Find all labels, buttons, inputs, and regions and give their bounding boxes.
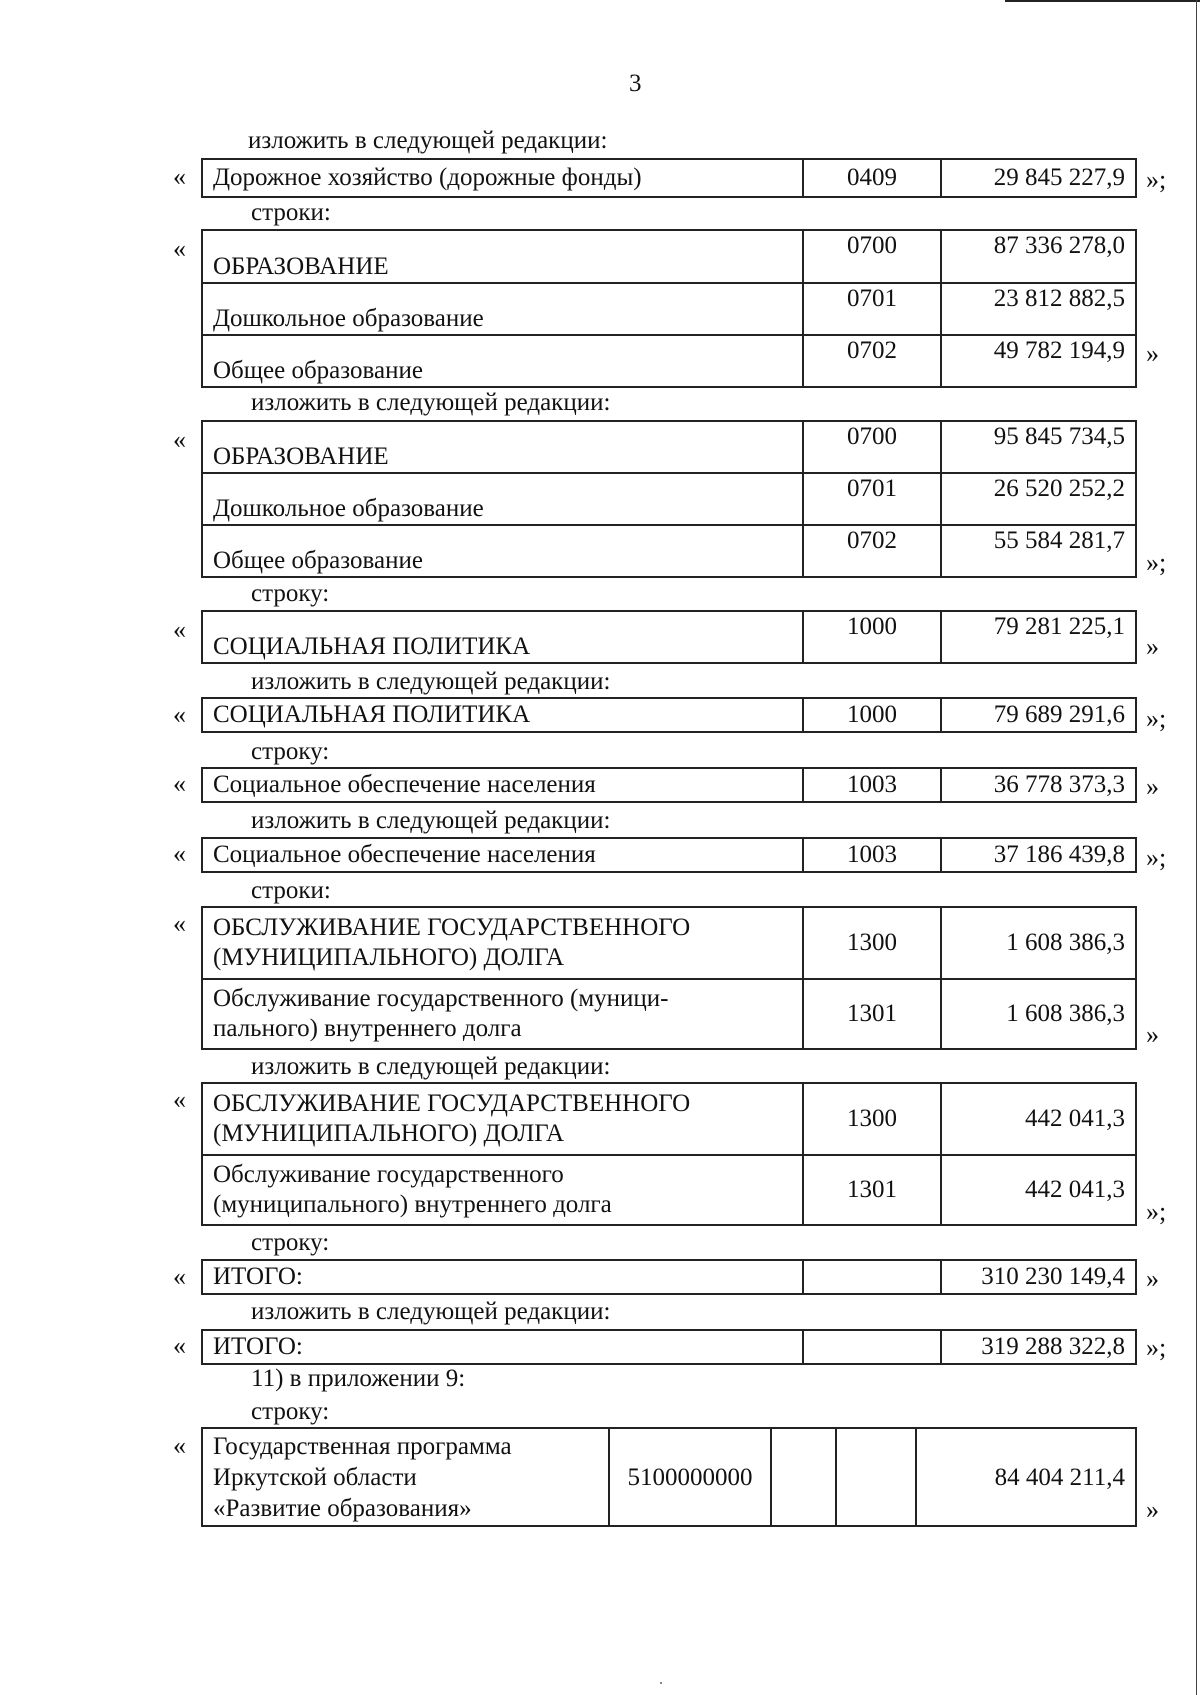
program-name-line: «Развитие образования» <box>213 1494 472 1522</box>
row-name: СОЦИАЛЬНАЯ ПОЛИТИКА <box>202 698 803 732</box>
open-quote: « <box>173 769 186 798</box>
row-name: Общее образование <box>202 525 803 577</box>
appendix-caption: строку: <box>251 1398 330 1425</box>
row-sum: 36 778 373,3 <box>941 768 1136 802</box>
row-name-line: (МУНИЦИПАЛЬНОГО) ДОЛГА <box>213 944 565 971</box>
open-quote: « <box>173 234 186 263</box>
close-quote: »; <box>1146 704 1167 733</box>
open-quote: « <box>173 909 186 938</box>
row-sum: 1 608 386,3 <box>941 979 1136 1049</box>
row-code: 0701 <box>803 473 941 525</box>
row-name: Социальное обеспечение населения <box>202 838 803 872</box>
close-quote: » <box>1146 632 1159 661</box>
program-sum: 84 404 211,4 <box>916 1428 1136 1526</box>
section-caption: строки: <box>251 877 331 904</box>
row-name: Дошкольное образование <box>202 473 803 525</box>
appendix-item: 11) в приложении 9: <box>251 1365 466 1392</box>
table-row <box>202 473 1136 525</box>
row-sum: 1 608 386,3 <box>941 907 1136 979</box>
row-sum: 442 041,3 <box>941 1155 1136 1225</box>
row-name <box>202 907 803 979</box>
open-quote: « <box>173 1085 186 1114</box>
row-name: Дорожное хозяйство (дорожные фонды) <box>202 159 803 197</box>
row-code: 0702 <box>803 335 941 387</box>
scan-speck <box>660 1682 662 1684</box>
table-row <box>202 230 1136 283</box>
amendment-table <box>201 697 1137 733</box>
open-quote: « <box>173 1262 186 1291</box>
table-row <box>202 838 1136 872</box>
row-name: Социальное обеспечение населения <box>202 768 803 802</box>
row-sum: 49 782 194,9 <box>941 335 1136 387</box>
row-name <box>202 979 803 1049</box>
close-quote: »; <box>1146 548 1167 577</box>
row-name: Дошкольное образование <box>202 283 803 335</box>
row-code: 0700 <box>803 421 941 473</box>
table-row <box>202 159 1136 197</box>
amendment-table <box>201 1082 1137 1226</box>
row-sum: 95 845 734,5 <box>941 421 1136 473</box>
row-code: 1003 <box>803 838 941 872</box>
row-name-line: ОБСЛУЖИВАНИЕ ГОСУДАРСТВЕННОГО <box>213 914 691 941</box>
section-caption: изложить в следующей редакции: <box>251 389 611 416</box>
section-caption: изложить в следующей редакции: <box>248 127 608 154</box>
row-name <box>202 1083 803 1155</box>
row-code <box>803 1260 941 1294</box>
amendment-table <box>201 229 1137 388</box>
program-code: 5100000000 <box>609 1428 771 1526</box>
table-row <box>202 421 1136 473</box>
close-quote: »; <box>1146 1333 1167 1362</box>
program-name-line: Иркутской области <box>213 1463 417 1491</box>
row-code: 0702 <box>803 525 941 577</box>
section-caption: изложить в следующей редакции: <box>251 1298 611 1325</box>
table-row <box>202 1428 1136 1526</box>
total-table <box>201 1259 1137 1295</box>
appendix-table <box>201 1427 1137 1527</box>
row-name: СОЦИАЛЬНАЯ ПОЛИТИКА <box>202 611 803 663</box>
section-caption: строку: <box>251 1229 330 1256</box>
row-code: 1003 <box>803 768 941 802</box>
row-code <box>803 1330 941 1364</box>
close-quote: » <box>1146 1495 1159 1524</box>
row-code: 1300 <box>803 1083 941 1155</box>
close-quote: »; <box>1146 165 1167 194</box>
row-sum: 79 281 225,1 <box>941 611 1136 663</box>
section-caption: изложить в следующей редакции: <box>251 807 611 834</box>
close-quote: » <box>1146 772 1159 801</box>
program-name-line: Государственная программа <box>213 1432 512 1460</box>
table-row <box>202 907 1136 979</box>
table-row <box>202 1260 1136 1294</box>
close-quote: » <box>1146 1020 1159 1049</box>
total-table <box>201 1329 1137 1365</box>
table-row <box>202 1330 1136 1364</box>
open-quote: « <box>173 700 186 729</box>
section-caption: строку: <box>251 580 330 607</box>
row-code: 1301 <box>803 979 941 1049</box>
row-name: Общее образование <box>202 335 803 387</box>
table-row <box>202 335 1136 387</box>
row-name: ИТОГО: <box>202 1330 803 1364</box>
row-name-line: Обслуживание государственного <box>213 1161 564 1188</box>
row-name: ОБРАЗОВАНИЕ <box>202 421 803 473</box>
row-code: 0409 <box>803 159 941 197</box>
top-rule <box>1005 0 1200 2</box>
row-name-line: Обслуживание государственного (муници- <box>213 985 669 1012</box>
open-quote: « <box>173 839 186 868</box>
row-sum: 26 520 252,2 <box>941 473 1136 525</box>
amendment-table <box>201 158 1137 198</box>
table-row <box>202 525 1136 577</box>
amendment-table <box>201 420 1137 578</box>
row-sum: 79 689 291,6 <box>941 698 1136 732</box>
row-sum: 37 186 439,8 <box>941 838 1136 872</box>
open-quote: « <box>173 615 186 644</box>
row-name: ИТОГО: <box>202 1260 803 1294</box>
row-sum: 442 041,3 <box>941 1083 1136 1155</box>
row-code: 0700 <box>803 230 941 283</box>
section-caption: изложить в следующей редакции: <box>251 668 611 695</box>
row-name-line: ОБСЛУЖИВАНИЕ ГОСУДАРСТВЕННОГО <box>213 1090 691 1117</box>
table-row <box>202 698 1136 732</box>
row-sum: 87 336 278,0 <box>941 230 1136 283</box>
open-quote: « <box>173 162 186 191</box>
table-row <box>202 611 1136 663</box>
close-quote: » <box>1146 339 1159 368</box>
empty-cell <box>771 1428 836 1526</box>
row-name-line: (муниципального) внутреннего долга <box>213 1191 612 1218</box>
amendment-table <box>201 837 1137 873</box>
program-name <box>202 1428 609 1526</box>
table-row <box>202 283 1136 335</box>
page-edge-line <box>1196 0 1197 1695</box>
row-code: 0701 <box>803 283 941 335</box>
row-code: 1301 <box>803 1155 941 1225</box>
table-row <box>202 979 1136 1049</box>
table-row <box>202 1083 1136 1155</box>
page-number: 3 <box>629 70 642 97</box>
open-quote: « <box>173 425 186 454</box>
section-caption: строки: <box>251 199 331 226</box>
section-caption: строку: <box>251 738 330 765</box>
open-quote: « <box>173 1431 186 1460</box>
row-code: 1000 <box>803 698 941 732</box>
row-sum: 29 845 227,9 <box>941 159 1136 197</box>
row-name-line: пального) внутреннего долга <box>213 1015 522 1042</box>
row-sum: 319 288 322,8 <box>941 1330 1136 1364</box>
row-sum: 23 812 882,5 <box>941 283 1136 335</box>
row-name-line: (МУНИЦИПАЛЬНОГО) ДОЛГА <box>213 1120 565 1147</box>
table-row <box>202 1155 1136 1225</box>
row-code: 1300 <box>803 907 941 979</box>
row-name: ОБРАЗОВАНИЕ <box>202 230 803 283</box>
empty-cell <box>836 1428 916 1526</box>
amendment-table <box>201 767 1137 803</box>
close-quote: » <box>1146 1264 1159 1293</box>
row-sum: 55 584 281,7 <box>941 525 1136 577</box>
row-sum: 310 230 149,4 <box>941 1260 1136 1294</box>
amendment-table <box>201 610 1137 664</box>
close-quote: »; <box>1146 1197 1167 1226</box>
row-name <box>202 1155 803 1225</box>
table-row <box>202 768 1136 802</box>
section-caption: изложить в следующей редакции: <box>251 1053 611 1080</box>
row-code: 1000 <box>803 611 941 663</box>
amendment-table <box>201 906 1137 1050</box>
open-quote: « <box>173 1331 186 1360</box>
close-quote: »; <box>1146 843 1167 872</box>
